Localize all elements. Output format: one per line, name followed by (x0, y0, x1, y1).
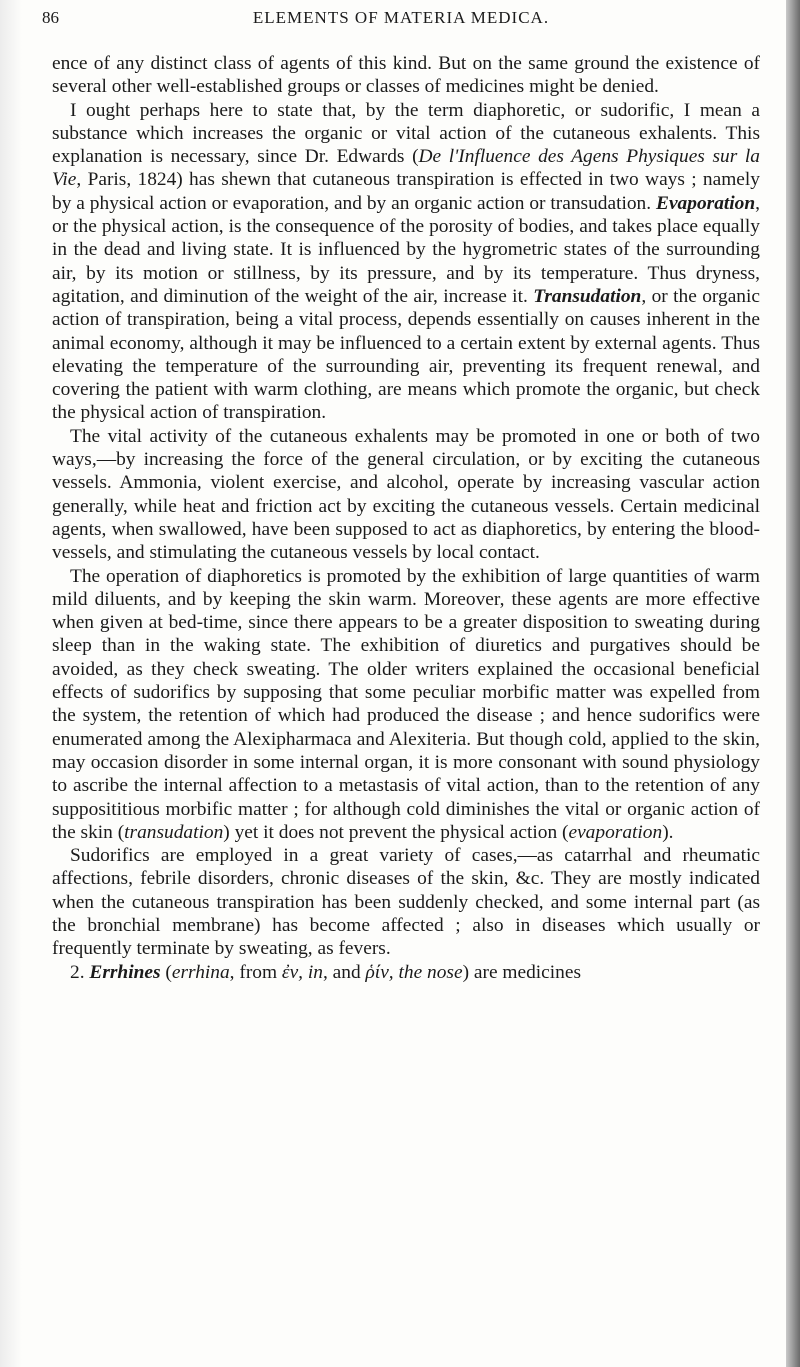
text-run: , or the physical action, is the consequence of the porosity of bodies, and takes place equally in the dead and living state. It is influenced by the hygrometric states of the surrounding air, by its motion or stillness, by its pressure, and by its temperature. Thus dryness, agitation, and diminution of the weight of the air, increase it. (52, 192, 760, 307)
emphasis-run: Transudation (533, 285, 642, 307)
emphasis-run: De l'Influence des Agens Physiques sur la Vie (52, 146, 760, 191)
text-run: , and (322, 961, 366, 983)
text-run: ) yet it does not prevent the physical action ( (223, 821, 569, 843)
body-text (52, 52, 760, 984)
paragraph (52, 99, 760, 425)
page-number: 86 (42, 8, 59, 27)
emphasis-run: ἐν, in (281, 961, 323, 983)
paragraph (52, 961, 760, 984)
text-run: , from (229, 961, 282, 983)
page-gutter-edge (786, 0, 800, 1367)
text-run: ( (160, 961, 172, 983)
text-run: Sudorifics are employed in a great variety of cases,—as catarrhal and rheumatic affections, febrile disorders, chronic diseases of the skin, &c. They are mostly indicated when the cutaneous transpiration has been suddenly checked, and some internal part (as the bronchial membrane) has become affected ; also in diseases which usually or frequently terminate by sweating, as fevers. (52, 845, 760, 960)
text-run: , Paris, 1824) has shewn that cutaneous transpiration is effected in two ways ; namely by a physical action or evaporation, and by an organic action or transudation. (52, 169, 760, 214)
running-header (42, 6, 760, 34)
text-run: The vital activity of the cutaneous exhalents may be promoted in one or both of two ways,—by increasing the force of the general circulation, or by exciting the cutaneous vessels. Ammonia, violent exercise, and alcohol, operate by increasing vascular action generally, while heat and friction act by exciting the cutaneous vessels. Certain medicinal agents, when swallowed, have been supposed to act as diaphoretics, by entering the blood-vessels, and stimulating the cutaneous vessels by local contact. (52, 425, 760, 564)
running-title: ELEMENTS OF MATERIA MEDICA. (252, 8, 550, 27)
scan-shadow (0, 0, 22, 1367)
paragraph (52, 565, 760, 845)
emphasis-run: Evaporation (656, 192, 756, 214)
emphasis-run: evaporation (568, 821, 663, 843)
text-run: ) are medicines (462, 961, 582, 983)
emphasis-run: ῥίν, the nose (365, 961, 463, 983)
emphasis-run: Errhines (89, 961, 161, 983)
text-run: , or the organic action of transpiration, being a vital process, depends essentially on causes inherent in the animal economy, although it may be influenced to a certain extent by external agents. Thus elevating the temperature of the surrounding air, preventing its frequent renewal, and covering the patient with warm clothing, are means which promote the organic, but check the physical action of transpiration. (52, 285, 760, 424)
emphasis-run: transudation (124, 821, 224, 843)
text-run: 2. (70, 961, 90, 983)
text-run: ence of any distinct class of agents of this kind. But on the same ground the existence of several other well-established groups or classes of medicines might be denied. (52, 53, 760, 98)
text-run: The operation of diaphoretics is promoted by the exhibition of large quantities of warm mild diluents, and by keeping the skin warm. Moreover, these agents are more effective when given at bed-time, since there appears to be a greater disposition to sweating during sleep than in the waking state. The exhibition of diuretics and purgatives should be avoided, as they check sweating. The older writers explained the occasional beneficial effects of sudorifics by supposing that some peculiar morbific matter was expelled from the system, the retention of which had produced the disease ; and hence sudorifics were enumerated among the Alexipharmaca and Alexiteria. But though cold, applied to the skin, may occasion disorder in some internal organ, it is more consonant with sound physiology to ascribe the internal affection to a metastasis of vital action, than to the retention of any supposititious morbific matter ; for although cold diminishes the vital or organic action of the skin ( (52, 565, 760, 843)
paragraph (52, 844, 760, 960)
emphasis-run: errhina (171, 961, 230, 983)
paragraph (52, 425, 760, 565)
text-run: I ought perhaps here to state that, by the term diaphoretic, or sudorific, I mean a substance which increases the organic or vital action of the cutaneous exhalents. This explanation is necessary, since Dr. Edwards ( (52, 99, 760, 168)
text-run: ). (662, 821, 674, 843)
paragraph (52, 52, 760, 99)
